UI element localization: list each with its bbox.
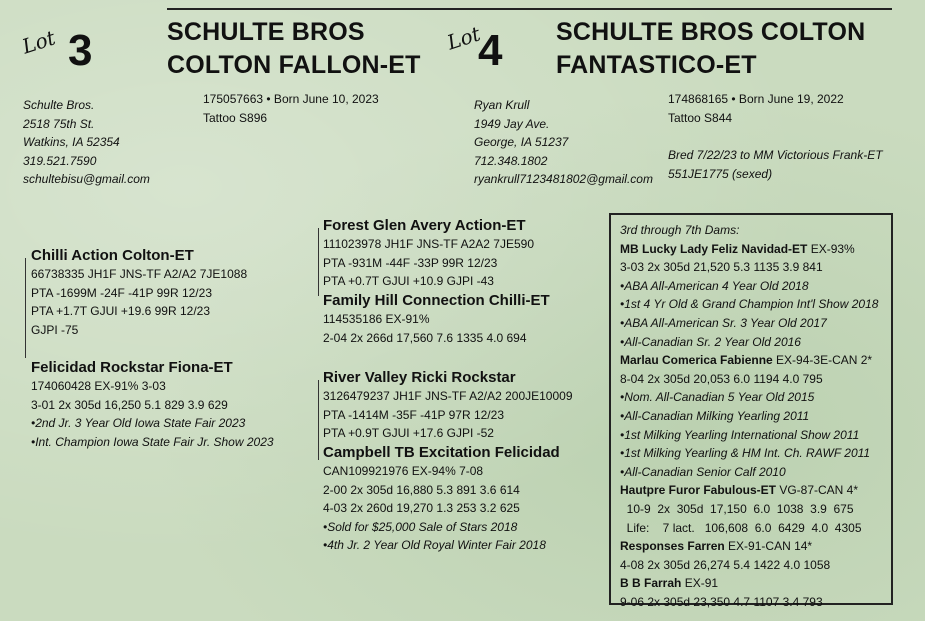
consignor-email: ryankrull7123481802@gmail.com bbox=[474, 172, 653, 186]
lot-3-sire-block bbox=[31, 246, 247, 339]
bred-sire-code: 551JE1775 (sexed) bbox=[668, 166, 773, 181]
dam-note: •2nd Jr. 3 Year Old Iowa State Fair 2023 bbox=[31, 416, 246, 430]
lot-3-script-label: Lot bbox=[19, 25, 59, 59]
dam-classification: EX-91-CAN 14* bbox=[724, 539, 813, 554]
lot-3-title bbox=[167, 16, 421, 82]
mgs-line: 114535186 EX-91% bbox=[323, 312, 430, 326]
lot-4-registration bbox=[668, 90, 844, 127]
dam-note: •ABA All-American 4 Year Old 2018 bbox=[620, 278, 809, 293]
consignor-phone: 712.348.1802 bbox=[474, 153, 548, 168]
pedigree-4-bracket-bottom bbox=[318, 380, 319, 460]
consignor-street: 1949 Jay Ave. bbox=[474, 116, 550, 131]
mgs-line: 2-04 2x 266d 17,560 7.6 1335 4.0 694 bbox=[323, 330, 527, 345]
sire-line: 3126479237 JH1F JNS-TF A2/A2 200JE10009 bbox=[323, 389, 573, 403]
tattoo-line: Tattoo S896 bbox=[203, 110, 268, 125]
dam-lifetime-record: Life: 7 lact. 106,608 6.0 6429 4.0 4305 bbox=[620, 520, 862, 535]
dams-header: 3rd through 7th Dams: bbox=[620, 223, 740, 237]
sire-line: 111023978 JH1F JNS-TF A2A2 7JE590 bbox=[323, 237, 535, 251]
dam-note: •All-Canadian Sr. 2 Year Old 2016 bbox=[620, 334, 801, 349]
sire-name: Forest Glen Avery Action-ET bbox=[323, 217, 526, 234]
lot-4-dam-block bbox=[323, 443, 560, 555]
bred-line: Bred 7/22/23 to MM Victorious Frank-ET bbox=[668, 148, 883, 162]
dam-name: Responses Farren bbox=[620, 539, 725, 554]
dam-record: 10-9 2x 305d 17,150 6.0 1038 3.9 675 bbox=[620, 501, 854, 516]
dam-record: 4-08 2x 305d 26,274 5.4 1422 4.0 1058 bbox=[620, 557, 831, 572]
dam-record: 8-04 2x 305d 20,053 6.0 1194 4.0 795 bbox=[620, 371, 823, 386]
dam-line: 4-03 2x 260d 19,270 1.3 253 3.2 625 bbox=[323, 501, 520, 515]
lot-4-consignor bbox=[474, 96, 653, 189]
sire-line: PTA -931M -44F -33P 99R 12/23 bbox=[323, 255, 498, 270]
consignor-name: Ryan Krull bbox=[474, 98, 530, 112]
sire-name: Chilli Action Colton-ET bbox=[31, 247, 194, 264]
lot-3-title-line-2: COLTON FALLON-ET bbox=[167, 51, 421, 79]
dam-note: •All-Canadian Milking Yearling 2011 bbox=[620, 408, 810, 423]
sire-line: PTA +0.7T GJUI +10.9 GJPI -43 bbox=[323, 274, 494, 288]
dam-note: •1st Milking Yearling & HM Int. Ch. RAWF 2011 bbox=[620, 446, 871, 461]
lot-3-dam-block bbox=[31, 358, 274, 451]
dam-classification: VG-87-CAN 4* bbox=[776, 483, 859, 498]
header-rule bbox=[167, 8, 892, 10]
consignor-email: schultebisu@gmail.com bbox=[23, 172, 150, 186]
lot-4-title-line-2: FANTASTICO-ET bbox=[556, 51, 757, 79]
dam-note: •1st 4 Yr Old & Grand Champion Int'l Show 2018 bbox=[620, 297, 879, 312]
dam-classification: EX-94-3E-CAN 2* bbox=[772, 353, 873, 368]
lot-4-title bbox=[556, 16, 865, 82]
lot-3-title-line-1: SCHULTE BROS bbox=[167, 18, 365, 46]
dams-content bbox=[620, 221, 878, 611]
dam-note: •Nom. All-Canadian 5 Year Old 2015 bbox=[620, 390, 815, 405]
dam-name: Campbell TB Excitation Felicidad bbox=[323, 444, 560, 461]
dam-name: B B Farrah bbox=[620, 576, 682, 591]
dam-line: CAN109921976 EX-94% 7-08 bbox=[323, 464, 484, 478]
lot-4-title-line-1: SCHULTE BROS COLTON bbox=[556, 18, 866, 46]
dam-line: 2-00 2x 305d 16,880 5.3 891 3.6 614 bbox=[323, 482, 520, 497]
dam-record: 9-06 2x 305d 23,350 4.7 1107 3.4 793 bbox=[620, 594, 823, 609]
lot-3-number: 3 bbox=[68, 26, 92, 75]
registration-line: 175057663 • Born June 10, 2023 bbox=[203, 92, 379, 106]
pedigree-3-bracket bbox=[25, 258, 26, 358]
sire-line: PTA +1.7T GJUI +19.6 99R 12/23 bbox=[31, 304, 210, 318]
extended-dams-box bbox=[609, 213, 893, 609]
dam-name: Felicidad Rockstar Fiona-ET bbox=[31, 359, 233, 376]
dam-name: Marlau Comerica Fabienne bbox=[620, 353, 773, 368]
registration-line: 174868165 • Born June 19, 2022 bbox=[668, 92, 844, 106]
sire-line: 66738335 JH1F JNS-TF A2/A2 7JE1088 bbox=[31, 267, 248, 281]
dam-note: •All-Canadian Senior Calf 2010 bbox=[620, 464, 786, 479]
sire-name: River Valley Ricki Rockstar bbox=[323, 369, 516, 386]
dam-classification: EX-93% bbox=[807, 241, 855, 256]
dam-note: •1st Milking Yearling International Show 2011 bbox=[620, 427, 860, 442]
pedigree-4-bracket-top bbox=[318, 228, 319, 296]
consignor-city: George, IA 51237 bbox=[474, 135, 569, 149]
sire-line: PTA -1414M -35F -41P 97R 12/23 bbox=[323, 407, 504, 422]
consignor-street: 2518 75th St. bbox=[23, 116, 95, 131]
dam-record: 3-03 2x 305d 21,520 5.3 1135 3.9 841 bbox=[620, 260, 823, 275]
sire-line: PTA +0.9T GJUI +17.6 GJPI -52 bbox=[323, 426, 494, 440]
lot-4-mgs-block bbox=[323, 291, 550, 347]
dam-name: MB Lucky Lady Feliz Navidad-ET bbox=[620, 241, 808, 256]
dam-note: •ABA All-American Sr. 3 Year Old 2017 bbox=[620, 315, 827, 330]
lot-3-consignor bbox=[23, 96, 150, 189]
dam-classification: EX-91 bbox=[681, 576, 719, 591]
consignor-city: Watkins, IA 52354 bbox=[23, 135, 120, 149]
consignor-phone: 319.521.7590 bbox=[23, 153, 97, 168]
lot-4-number: 4 bbox=[478, 26, 502, 75]
dam-note: •Int. Champion Iowa State Fair Jr. Show 2023 bbox=[31, 434, 274, 449]
lot-3-registration bbox=[203, 90, 379, 127]
dam-note: •4th Jr. 2 Year Old Royal Winter Fair 2018 bbox=[323, 538, 546, 552]
dam-note: •Sold for $25,000 Sale of Stars 2018 bbox=[323, 519, 518, 534]
lot-4-breeding bbox=[668, 146, 883, 183]
lot-4-sire2-block bbox=[323, 368, 573, 443]
dam-name: Hautpre Furor Fabulous-ET bbox=[620, 483, 776, 498]
lot-4-script-label: Lot bbox=[444, 21, 484, 55]
dam-line: 174060428 EX-91% 3-03 bbox=[31, 379, 166, 393]
sire-line: PTA -1699M -24F -41P 99R 12/23 bbox=[31, 285, 212, 300]
sire-line: GJPI -75 bbox=[31, 322, 79, 337]
lot-4-sire-block bbox=[323, 216, 534, 291]
dam-line: 3-01 2x 305d 16,250 5.1 829 3.9 629 bbox=[31, 397, 228, 412]
tattoo-line: Tattoo S844 bbox=[668, 110, 733, 125]
maternal-grandsire-name: Family Hill Connection Chilli-ET bbox=[323, 292, 550, 309]
consignor-name: Schulte Bros. bbox=[23, 98, 95, 112]
